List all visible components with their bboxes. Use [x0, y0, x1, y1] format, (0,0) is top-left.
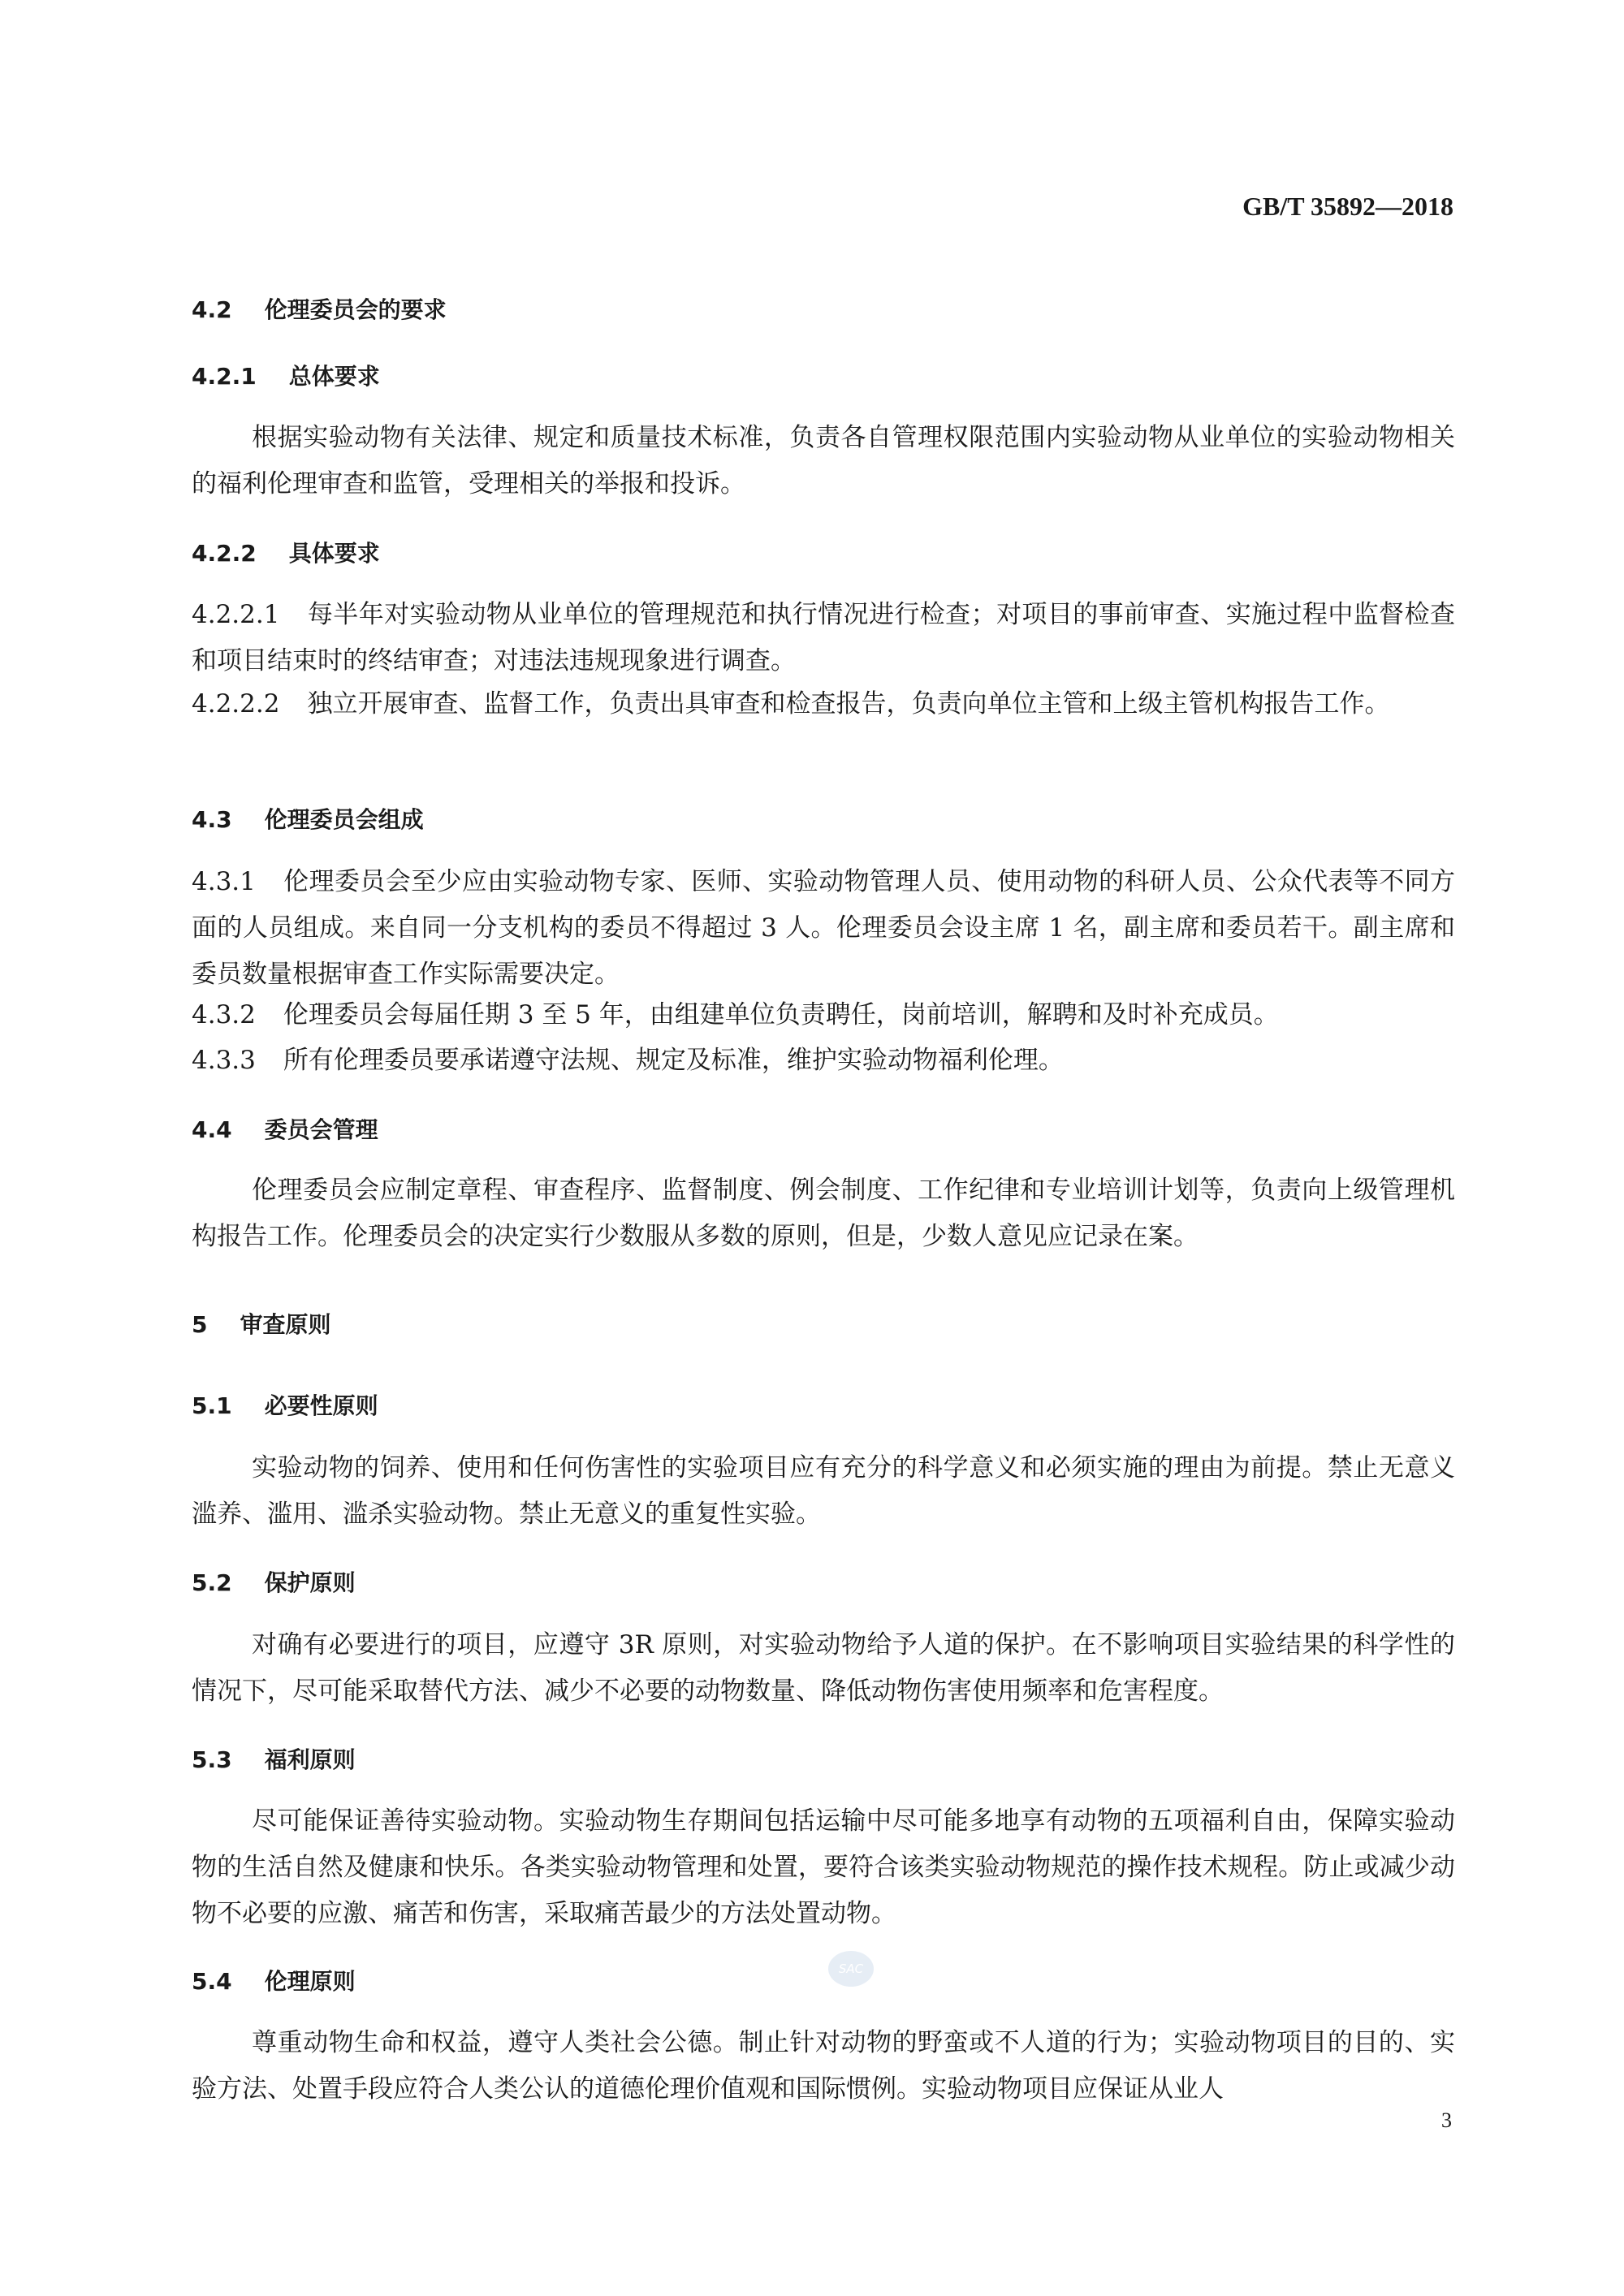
clause-4-2-2-1: [192, 592, 1455, 684]
document-code: GB/T 35892—2018: [1242, 192, 1453, 221]
clause-text: 所有伦理委员要承诺遵守法规、规定及标准，维护实验动物福利伦理。: [283, 1046, 1064, 1075]
section-title: 总体要求: [288, 363, 380, 390]
section-number: 5: [192, 1311, 208, 1338]
section-number: 4.2.2: [192, 540, 257, 567]
section-5-4-heading: [192, 1964, 356, 1996]
section-number: 5.2: [192, 1569, 232, 1596]
section-5-2-paragraph: 对确有必要进行的项目，应遵守 3R 原则，对实验动物给予人道的保护。在不影响项目实验结果的科学性的情况下，尽可能采取替代方法、减少不必要的动物数量、降低动物伤害使用频率和危害程度。: [192, 1630, 1455, 1706]
section-number: 5.3: [192, 1746, 232, 1773]
section-5-heading: [192, 1307, 331, 1340]
section-4-2-1-paragraph: 根据实验动物有关法律、规定和质量技术标准，负责各自管理权限范围内实验动物从业单位的实验动物相关的福利伦理审查和监管，受理相关的举报和投诉。: [192, 423, 1455, 498]
section-4-4-heading: [192, 1112, 378, 1145]
clause-text: 独立开展审查、监督工作，负责出具审查和检查报告，负责向单位主管和上级主管机构报告工作。: [307, 689, 1390, 719]
section-title: 福利原则: [264, 1746, 356, 1773]
section-5-1-heading: [192, 1388, 378, 1421]
clause-4-3-1: [192, 859, 1455, 998]
section-number: 4.2: [192, 296, 232, 323]
section-title: 伦理原则: [264, 1968, 356, 1995]
section-4-2-heading: [192, 292, 447, 325]
page-number: 3: [1441, 2108, 1452, 2132]
clause-4-3-3: [192, 1038, 1455, 1084]
section-title: 具体要求: [288, 540, 380, 567]
section-title: 委员会管理: [264, 1116, 378, 1143]
section-4-2-1-heading: [192, 359, 380, 391]
section-4-4-paragraph: 伦理委员会应制定章程、审查程序、监督制度、例会制度、工作纪律和专业培训计划等，负责向上级管理机构报告工作。伦理委员会的决定实行少数服从多数的原则，但是，少数人意见应记录在案。: [192, 1176, 1455, 1251]
section-title: 伦理委员会的要求: [264, 296, 447, 323]
section-5-3-heading: [192, 1742, 356, 1775]
section-title: 伦理委员会组成: [264, 806, 424, 833]
clause-number: 4.3.2: [192, 1000, 256, 1029]
section-number: 4.3: [192, 806, 232, 833]
section-5-3-paragraph: 尽可能保证善待实验动物。实验动物生存期间包括运输中尽可能多地享有动物的五项福利自由，保障实验动物的生活自然及健康和快乐。各类实验动物管理和处置，要符合该类实验动物规范的操作技术规程。防止或减少动物不必要的应激、痛苦和伤害，采取痛苦最少的方法处置动物。: [192, 1806, 1455, 1928]
section-number: 4.2.1: [192, 363, 257, 390]
section-5-4-paragraph: 尊重动物生命和权益，遵守人类社会公德。制止针对动物的野蛮或不人道的行为；实验动物项目的目的、实验方法、处置手段应符合人类公认的道德伦理价值观和国际惯例。实验动物项目应保证从业人: [192, 2028, 1455, 2104]
clause-4-3-2: [192, 992, 1455, 1038]
section-5-2-heading: [192, 1565, 356, 1598]
clause-number: 4.2.2.1: [192, 600, 280, 629]
section-number: 5.4: [192, 1968, 232, 1995]
clause-number: 4.3.3: [192, 1046, 256, 1075]
clause-number: 4.3.1: [192, 867, 256, 896]
sac-watermark: SAC: [828, 1951, 874, 1987]
section-4-2-2-heading: [192, 536, 380, 568]
section-5-1-paragraph: 实验动物的饲养、使用和任何伤害性的实验项目应有充分的科学意义和必须实施的理由为前提。禁止无意义滥养、滥用、滥杀实验动物。禁止无意义的重复性实验。: [192, 1453, 1455, 1529]
clause-number: 4.2.2.2: [192, 689, 280, 719]
section-number: 5.1: [192, 1392, 232, 1419]
clause-text: 伦理委员会每届任期 3 至 5 年，由组建单位负责聘任，岗前培训，解聘和及时补充成员。: [283, 1000, 1279, 1029]
clause-text: 伦理委员会至少应由实验动物专家、医师、实验动物管理人员、使用动物的科研人员、公众代表等不同方面的人员组成。来自同一分支机构的委员不得超过 3 人。伦理委员会设主席 1 名，副主席和委员若干。副主席和委员数量根据审查工作实际需要决定。: [192, 867, 1455, 989]
section-title: 保护原则: [264, 1569, 356, 1596]
section-title: 审查原则: [240, 1311, 331, 1338]
clause-text: 每半年对实验动物从业单位的管理规范和执行情况进行检查；对项目的事前审查、实施过程中监督检查和项目结束时的终结审查；对违法违规现象进行调查。: [192, 600, 1455, 675]
section-title: 必要性原则: [264, 1392, 378, 1419]
section-4-3-heading: [192, 802, 424, 835]
section-number: 4.4: [192, 1116, 232, 1143]
clause-4-2-2-2: [192, 681, 1455, 727]
